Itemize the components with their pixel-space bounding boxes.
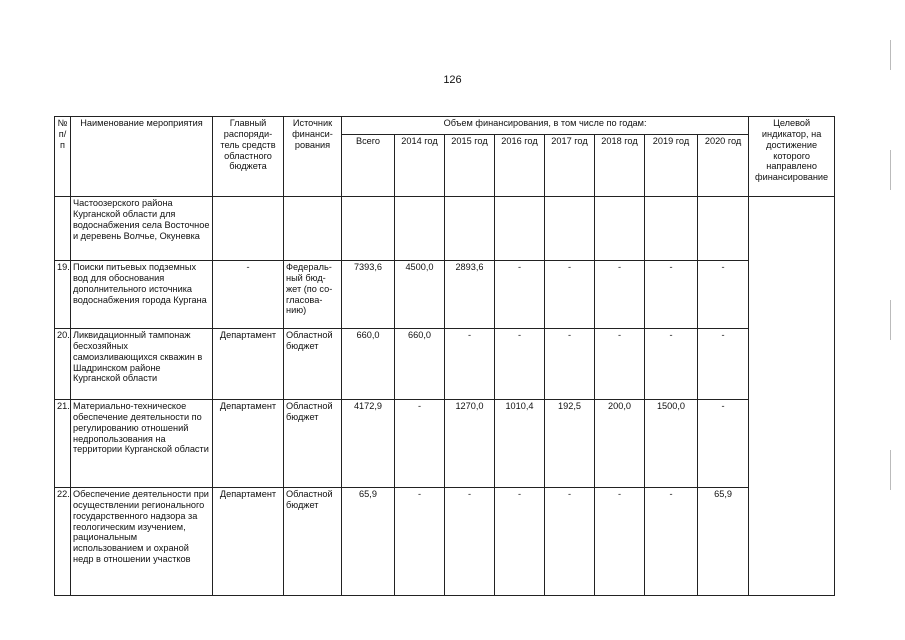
row-year-value: -	[645, 329, 698, 400]
row-year-value: -	[545, 261, 595, 329]
row-year-value: 1010,4	[495, 400, 545, 488]
table-row	[55, 261, 835, 329]
row-year-value: -	[495, 261, 545, 329]
row-name: Поиски питьевых подземных вод для обоснования дополнительного источника водоснабжения города Кургана	[71, 261, 213, 329]
row-year-value: -	[595, 488, 645, 596]
row-total: 65,9	[342, 488, 395, 596]
row-year-value: 660,0	[395, 329, 445, 400]
row-total: 7393,6	[342, 261, 395, 329]
row-year-value	[445, 197, 495, 261]
header-indicator: Целевой индикатор, на достижение которого направлено финансирование	[749, 117, 835, 197]
row-year-value	[698, 197, 749, 261]
row-year-value: -	[395, 488, 445, 596]
row-year-value	[595, 197, 645, 261]
row-total: 660,0	[342, 329, 395, 400]
row-year-value: -	[645, 488, 698, 596]
row-no: 22.	[55, 488, 71, 596]
row-year-value: -	[445, 488, 495, 596]
header-year: 2017 год	[545, 135, 595, 197]
table-row	[55, 329, 835, 400]
header-total: Всего	[342, 135, 395, 197]
header-manager: Главный распоряди-тель средств областного бюджета	[213, 117, 284, 197]
header-year: 2014 год	[395, 135, 445, 197]
row-name: Ликвидационный тампонаж бесхозяйных самоизливающихся скважин в Шадринском районе Курганской области	[71, 329, 213, 400]
row-year-value: -	[545, 329, 595, 400]
margin-rule	[890, 450, 891, 490]
row-no: 20.	[55, 329, 71, 400]
row-year-value: 1270,0	[445, 400, 495, 488]
header-name: Наименование мероприятия	[71, 117, 213, 197]
table-row	[55, 400, 835, 488]
header-no: № п/п	[55, 117, 71, 197]
row-year-value: -	[445, 329, 495, 400]
row-year-value	[495, 197, 545, 261]
row-year-value: -	[545, 488, 595, 596]
row-total	[342, 197, 395, 261]
row-source: Областной бюджет	[284, 400, 342, 488]
row-year-value: -	[495, 488, 545, 596]
row-no	[55, 197, 71, 261]
margin-rule	[890, 300, 891, 340]
page-number: 126	[443, 74, 462, 86]
header-year: 2020 год	[698, 135, 749, 197]
row-year-value: 65,9	[698, 488, 749, 596]
row-no: 21.	[55, 400, 71, 488]
row-year-value: 2893,6	[445, 261, 495, 329]
row-year-value: -	[595, 329, 645, 400]
row-year-value: -	[495, 329, 545, 400]
row-year-value	[395, 197, 445, 261]
header-volume: Объем финансирования, в том числе по годам:	[342, 117, 749, 135]
row-total: 4172,9	[342, 400, 395, 488]
header-year: 2018 год	[595, 135, 645, 197]
row-year-value: -	[698, 261, 749, 329]
table-row	[55, 197, 835, 261]
row-name: Материально-техническое обеспечение деятельности по регулированию отношений недропользования на территории Курганской области	[71, 400, 213, 488]
header-year: 2019 год	[645, 135, 698, 197]
row-year-value: -	[595, 261, 645, 329]
header-year: 2015 год	[445, 135, 495, 197]
row-source: Областной бюджет	[284, 329, 342, 400]
row-source	[284, 197, 342, 261]
indicator-cell	[749, 197, 835, 596]
row-year-value: 1500,0	[645, 400, 698, 488]
row-manager: -	[213, 261, 284, 329]
row-source: Федераль-ный бюд-жет (по со-гласова-нию)	[284, 261, 342, 329]
row-manager: Департамент	[213, 400, 284, 488]
row-name: Обеспечение деятельности при осуществлении регионального государственного надзора за геологическим изучением, рациональным использованием и охраной недр в отношении участков	[71, 488, 213, 596]
row-year-value: -	[698, 400, 749, 488]
financing-table	[54, 116, 835, 596]
row-year-value: -	[395, 400, 445, 488]
row-manager: Департамент	[213, 329, 284, 400]
row-year-value	[545, 197, 595, 261]
row-year-value: 192,5	[545, 400, 595, 488]
row-year-value: 200,0	[595, 400, 645, 488]
row-year-value	[645, 197, 698, 261]
row-name: Частоозерского района Курганской области для водоснабжения села Восточное и деревень Волчье, Окуневка	[71, 197, 213, 261]
row-year-value: 4500,0	[395, 261, 445, 329]
row-source: Областной бюджет	[284, 488, 342, 596]
row-year-value: -	[645, 261, 698, 329]
header-year: 2016 год	[495, 135, 545, 197]
row-no: 19.	[55, 261, 71, 329]
row-manager: Департамент	[213, 488, 284, 596]
row-manager	[213, 197, 284, 261]
margin-rule	[890, 150, 891, 190]
row-year-value: -	[698, 329, 749, 400]
header-source: Источник финанси-рования	[284, 117, 342, 197]
table-row	[55, 488, 835, 596]
margin-rule	[890, 40, 891, 70]
